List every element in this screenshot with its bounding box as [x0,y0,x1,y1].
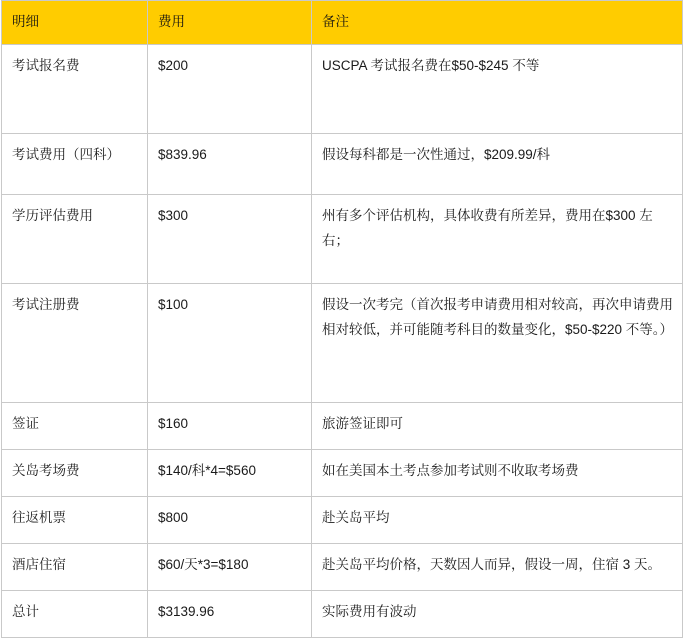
column-header-item: 明细 [2,1,148,45]
table-row [2,194,683,283]
cell-note: 州有多个评估机构，具体收费有所差异，费用在$300 左右； [312,194,683,283]
table-row [2,496,683,543]
cell-item: 总计 [2,590,148,637]
cell-fee: $200 [148,44,312,133]
table-header-row [2,1,683,45]
cell-fee: $839.96 [148,133,312,194]
uscpa-cost-table [1,0,683,638]
cell-note: 实际费用有波动 [312,590,683,637]
cell-fee: $300 [148,194,312,283]
table-row [2,44,683,133]
cell-fee: $60/天*3=$180 [148,543,312,590]
cell-note: 假设每科都是一次性通过，$209.99/科 [312,133,683,194]
cell-note: 如在美国本土考点参加考试则不收取考场费 [312,449,683,496]
cell-item: 考试费用（四科） [2,133,148,194]
table-body [2,44,683,637]
cell-item: 学历评估费用 [2,194,148,283]
table-row [2,402,683,449]
table-row [2,133,683,194]
cell-fee: $160 [148,402,312,449]
table-row-total [2,590,683,637]
cell-fee: $3139.96 [148,590,312,637]
cell-item: 关岛考场费 [2,449,148,496]
cell-note: USCPA 考试报名费在$50-$245 不等 [312,44,683,133]
table-row [2,283,683,402]
cell-fee: $140/科*4=$560 [148,449,312,496]
cell-item: 考试报名费 [2,44,148,133]
cell-note: 赴关岛平均 [312,496,683,543]
column-header-note: 备注 [312,1,683,45]
cell-item: 签证 [2,402,148,449]
cell-item: 考试注册费 [2,283,148,402]
column-header-fee: 费用 [148,1,312,45]
table-row [2,449,683,496]
cell-fee: $100 [148,283,312,402]
table-header [2,1,683,45]
cell-fee: $800 [148,496,312,543]
cell-note: 假设一次考完（首次报考申请费用相对较高，再次申请费用相对较低，并可能随考科目的数量变化，$50-$220 不等。） [312,283,683,402]
table-row [2,543,683,590]
cell-note: 赴关岛平均价格，天数因人而异，假设一周，住宿 3 天。 [312,543,683,590]
cell-item: 酒店住宿 [2,543,148,590]
cell-item: 往返机票 [2,496,148,543]
cell-note: 旅游签证即可 [312,402,683,449]
